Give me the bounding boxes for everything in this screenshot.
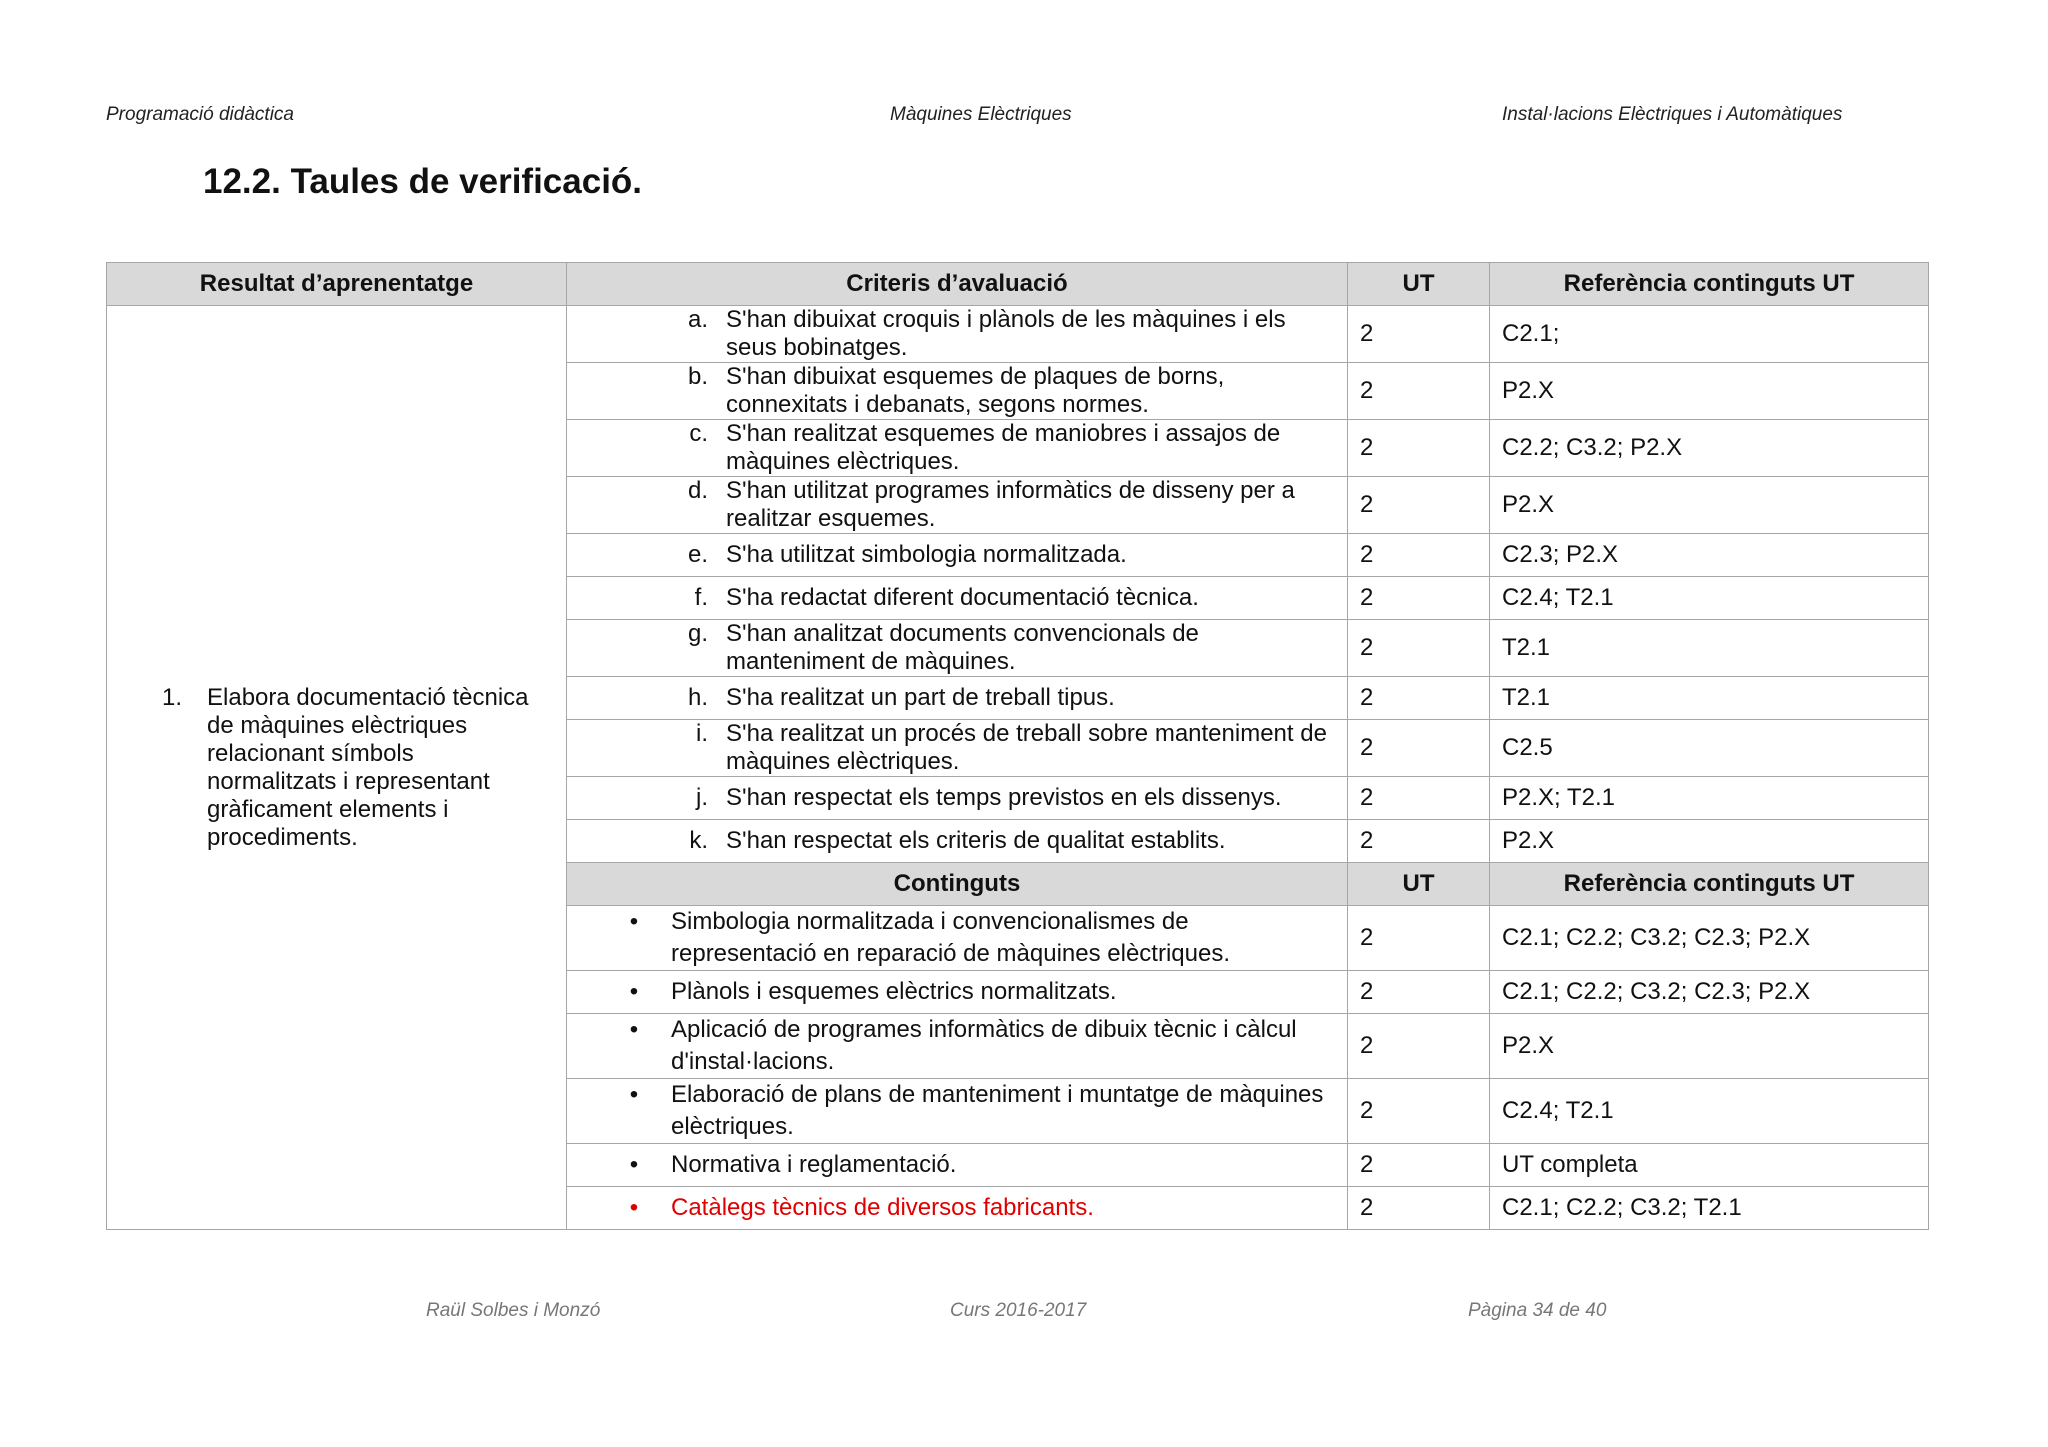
header-result: Resultat d’aprenentatge	[107, 263, 567, 306]
criteria-ref: C2.2; C3.2; P2.X	[1490, 420, 1929, 477]
criteria-ref: P2.X	[1490, 820, 1929, 863]
criteria-ref: C2.4; T2.1	[1490, 577, 1929, 620]
content-ref: C2.4; T2.1	[1490, 1079, 1929, 1144]
content-text: Elaboració de plans de manteniment i muntatge de màquines elèctriques.	[671, 1081, 1324, 1140]
criteria-letter: j.	[696, 784, 708, 811]
criteria-ut: 2	[1348, 577, 1490, 620]
content-text: Normativa i reglamentació.	[671, 1151, 957, 1178]
header-contents-ref: Referència continguts UT	[1490, 863, 1929, 906]
highlighted-content	[567, 1192, 1347, 1224]
bullet-icon: •	[629, 1081, 639, 1108]
criteria-text: S'han dibuixat esquemes de plaques de borns, connexitats i debanats, segons normes.	[726, 363, 1225, 418]
criteria-letter: k.	[689, 827, 708, 854]
content-ut: 2	[1348, 1187, 1490, 1230]
criteria-text: S'han realitzat esquemes de maniobres i assajos de màquines elèctriques.	[726, 420, 1281, 475]
criteria-letter: a.	[687, 306, 708, 333]
criteria-ut: 2	[1348, 677, 1490, 720]
criteria-ut: 2	[1348, 534, 1490, 577]
bullet-icon: •	[629, 1194, 639, 1221]
criteria-text: S'ha utilitzat simbologia normalitzada.	[726, 541, 1127, 568]
header-center: Màquines Elèctriques	[890, 104, 1072, 125]
criteria-letter: c.	[689, 420, 708, 447]
criteria-ref: P2.X; T2.1	[1490, 777, 1929, 820]
content-ut: 2	[1348, 1144, 1490, 1187]
criteria-ut: 2	[1348, 363, 1490, 420]
header-ref: Referència continguts UT	[1490, 263, 1929, 306]
content-ref: P2.X	[1490, 1014, 1929, 1079]
footer-author: Raül Solbes i Monzó	[426, 1300, 601, 1321]
criteria-letter: i.	[696, 720, 708, 747]
criteria-letter: e.	[687, 541, 708, 568]
criteria-letter: d.	[687, 477, 708, 504]
criteria-letter: f.	[694, 584, 708, 611]
header-criteria: Criteris d’avaluació	[567, 263, 1348, 306]
header-right: Instal·lacions Elèctriques i Automàtiques	[1502, 104, 1843, 125]
criteria-ref: T2.1	[1490, 677, 1929, 720]
criteria-ut: 2	[1348, 477, 1490, 534]
criteria-letter: b.	[687, 363, 708, 390]
criteria-ut: 2	[1348, 720, 1490, 777]
criteria-text: S'han analitzat documents convencionals de manteniment de màquines.	[726, 620, 1199, 675]
bullet-icon: •	[629, 908, 639, 935]
criteria-text: S'ha redactat diferent documentació tècnica.	[726, 584, 1199, 611]
learning-result-text: Elabora documentació tècnica de màquines elèctriques relacionant símbols normalitzats i representant gràficament elements i procediments.	[207, 683, 529, 851]
bullet-icon: •	[629, 1016, 639, 1043]
criteria-ref: P2.X	[1490, 363, 1929, 420]
criteria-ut: 2	[1348, 420, 1490, 477]
criteria-letter: h.	[687, 684, 708, 711]
verification-table	[106, 262, 1929, 1230]
criteria-ref: P2.X	[1490, 477, 1929, 534]
header-left: Programació didàctica	[106, 104, 294, 125]
footer-page: Pàgina 34 de 40	[1468, 1300, 1607, 1321]
content-text: Catàlegs tècnics de diversos fabricants.	[671, 1194, 1094, 1221]
criteria-text: S'ha realitzat un procés de treball sobre manteniment de màquines elèctriques.	[726, 720, 1327, 775]
criteria-row	[107, 306, 1929, 363]
content-ut: 2	[1348, 906, 1490, 971]
criteria-ref: C2.3; P2.X	[1490, 534, 1929, 577]
criteria-ref: C2.1;	[1490, 306, 1929, 363]
criteria-text: S'ha realitzat un part de treball tipus.	[726, 684, 1115, 711]
criteria-text: S'han respectat els temps previstos en els dissenys.	[726, 784, 1282, 811]
content-ref: C2.1; C2.2; C3.2; C2.3; P2.X	[1490, 906, 1929, 971]
content-ref: UT completa	[1490, 1144, 1929, 1187]
criteria-ut: 2	[1348, 777, 1490, 820]
header-ut: UT	[1348, 263, 1490, 306]
criteria-ut: 2	[1348, 820, 1490, 863]
footer-course: Curs 2016-2017	[950, 1300, 1087, 1321]
table-header-row	[107, 263, 1929, 306]
content-ut: 2	[1348, 1079, 1490, 1144]
criteria-text: S'han respectat els criteris de qualitat establits.	[726, 827, 1226, 854]
bullet-icon: •	[629, 1151, 639, 1178]
criteria-ref: T2.1	[1490, 620, 1929, 677]
content-ref: C2.1; C2.2; C3.2; T2.1	[1490, 1187, 1929, 1230]
content-text: Aplicació de programes informàtics de dibuix tècnic i càlcul d'instal·lacions.	[671, 1016, 1297, 1075]
criteria-ref: C2.5	[1490, 720, 1929, 777]
learning-result-number: 1.	[162, 683, 183, 711]
header-contents: Continguts	[567, 863, 1348, 906]
content-ref: C2.1; C2.2; C3.2; C2.3; P2.X	[1490, 971, 1929, 1014]
content-text: Simbologia normalitzada i convencionalismes de representació en reparació de màquines elèctriques.	[671, 908, 1230, 967]
criteria-text: S'han utilitzat programes informàtics de disseny per a realitzar esquemes.	[726, 477, 1295, 532]
learning-result-cell	[107, 306, 567, 1230]
section-title: 12.2. Taules de verificació.	[203, 162, 643, 201]
content-ut: 2	[1348, 971, 1490, 1014]
criteria-ut: 2	[1348, 306, 1490, 363]
criteria-letter: g.	[687, 620, 708, 647]
content-text: Plànols i esquemes elèctrics normalitzats.	[671, 978, 1117, 1005]
header-contents-ut: UT	[1348, 863, 1490, 906]
criteria-text: S'han dibuixat croquis i plànols de les màquines i els seus bobinatges.	[726, 306, 1286, 361]
bullet-icon: •	[629, 978, 639, 1005]
criteria-ut: 2	[1348, 620, 1490, 677]
content-ut: 2	[1348, 1014, 1490, 1079]
